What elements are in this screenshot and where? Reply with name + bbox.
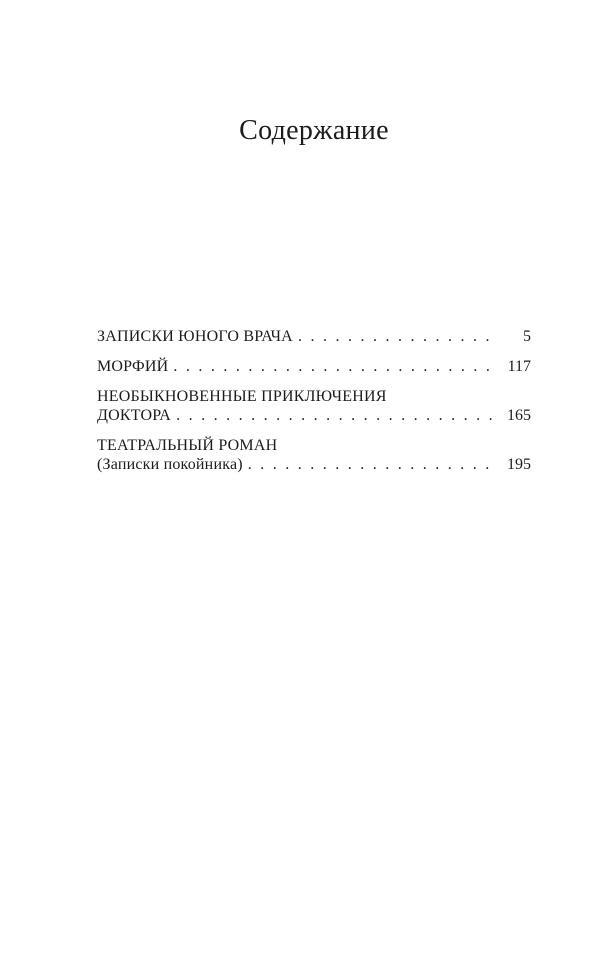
toc-row	[97, 327, 531, 346]
dot-leader	[243, 455, 497, 474]
toc-page-number: 5	[523, 328, 531, 345]
toc-entry-title-line2: ДОКТОРА	[97, 407, 172, 424]
table-of-contents	[97, 327, 531, 485]
toc-row	[97, 406, 531, 425]
dot-leader	[168, 357, 497, 376]
toc-entry	[97, 387, 531, 425]
toc-entry	[97, 436, 531, 474]
toc-page-number: 117	[507, 358, 531, 375]
toc-entry-subtitle: (Записки покойника)	[97, 456, 243, 473]
toc-entry-title-line1: НЕОБЫКНОВЕННЫЕ ПРИКЛЮЧЕНИЯ	[97, 388, 387, 405]
page-title: Содержание	[239, 115, 389, 146]
toc-page-number: 165	[507, 407, 531, 424]
toc-page-number: 195	[507, 456, 531, 473]
dot-leader	[293, 327, 497, 346]
toc-entry-title-line1: ТЕАТРАЛЬНЫЙ РОМАН	[97, 437, 278, 454]
toc-entry	[97, 357, 531, 376]
toc-row	[97, 455, 531, 474]
toc-entry	[97, 327, 531, 346]
dot-leader	[171, 406, 497, 425]
toc-entry-title: МОРФИЙ	[97, 358, 169, 375]
toc-entry-title: ЗАПИСКИ ЮНОГО ВРАЧА	[97, 328, 293, 345]
toc-row	[97, 357, 531, 376]
